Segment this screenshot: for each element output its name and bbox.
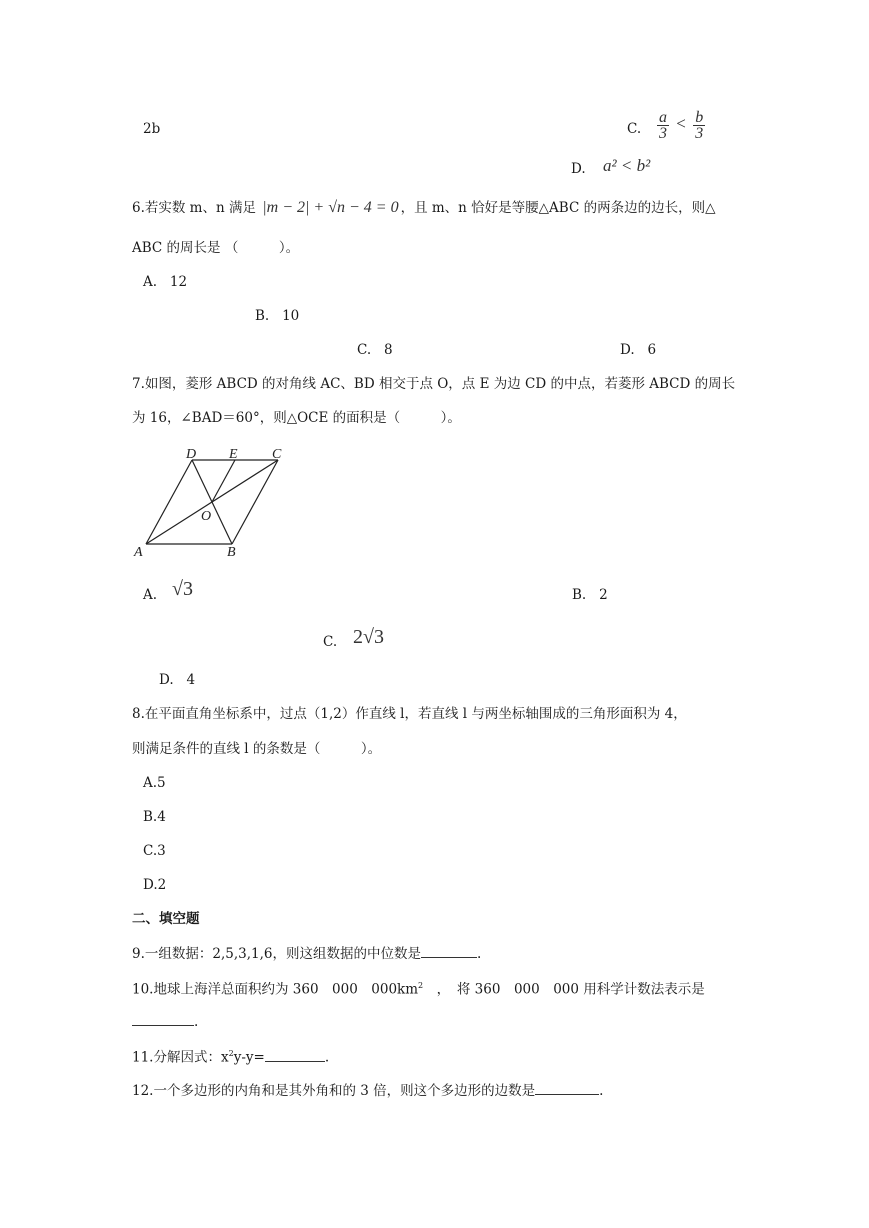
option-label: D. xyxy=(159,672,174,688)
side-da xyxy=(146,460,192,544)
label-e: E xyxy=(229,447,238,462)
q7-option-c-label: C. xyxy=(323,634,338,650)
q7-line1: 7.如图，菱形 ABCD 的对角线 AC、BD 相交于点 O，点 E 为边 CD 的中点，若菱形 ABCD 的周长 xyxy=(132,376,736,392)
q11-answer-blank[interactable] xyxy=(265,1047,325,1062)
q9-text: 9.一组数据：2,5,3,1,6，则这组数据的中位数是 xyxy=(132,946,421,962)
option-label: D. xyxy=(620,342,635,358)
less-than-sign: < xyxy=(676,114,686,133)
q11-suffix: y-y= xyxy=(233,1049,265,1066)
section-title-fill-in: 二、填空题 xyxy=(132,911,200,927)
frac-b-denominator: 3 xyxy=(695,125,704,142)
q5-option-d-expression: a² < b² xyxy=(603,156,651,175)
q5-option-c-label: C. xyxy=(627,121,642,137)
q6-option-c xyxy=(357,341,393,359)
label-c: C xyxy=(272,447,282,462)
q12-line xyxy=(132,1080,603,1100)
q5-option-d-label: D. xyxy=(571,161,586,177)
option-value: 8 xyxy=(384,342,393,358)
label-b: B xyxy=(227,545,236,560)
q6-formula: |m − 2| + √n − 4 = 0 xyxy=(262,199,399,216)
q10-superscript: 2 xyxy=(418,981,424,990)
q6-option-a xyxy=(143,273,187,291)
label-o: O xyxy=(201,509,212,524)
q10-prefix: 10.地球上海洋总面积约为 360 000 000km xyxy=(132,981,419,998)
q12-text: 12.一个多边形的内角和是其外角和的 3 倍，则这个多边形的边数是 xyxy=(132,1083,536,1099)
side-bc xyxy=(232,460,278,544)
q6-option-b xyxy=(255,307,299,325)
q6-suffix: ，且 m、n 恰好是等腰△ABC 的两条边的边长，则△ xyxy=(400,200,716,216)
rhombus-figure xyxy=(130,442,290,562)
q10-end: . xyxy=(194,1014,199,1030)
q5-option-b-tail: 2b xyxy=(143,121,161,137)
q8-option-d: D.2 xyxy=(143,877,167,893)
option-value: 10 xyxy=(282,308,300,324)
q6-line2: ABC 的周长是 （ ）。 xyxy=(132,240,300,256)
frac-b-numerator: b xyxy=(695,109,704,126)
q11-line xyxy=(132,1045,329,1067)
q8-line2: 则满足条件的直线 l 的条数是（ ）。 xyxy=(132,741,382,757)
q5-option-c-expression xyxy=(657,110,705,141)
q9-line xyxy=(132,943,481,963)
q8-option-a: A.5 xyxy=(143,775,166,791)
q7-option-b xyxy=(572,586,608,604)
option-label: B. xyxy=(255,308,270,324)
option-label: C. xyxy=(357,342,372,358)
option-value: 2 xyxy=(599,587,608,603)
q6-line1 xyxy=(132,199,715,217)
option-label: A. xyxy=(143,274,158,290)
q11-end: . xyxy=(324,1049,330,1066)
q7-option-a-value: √3 xyxy=(172,578,193,600)
q11-prefix: 11.分解因式：x xyxy=(132,1049,229,1066)
option-value: 12 xyxy=(169,274,188,290)
q12-end: . xyxy=(599,1083,604,1099)
q10-line2 xyxy=(132,1011,198,1031)
q11-superscript: 2 xyxy=(228,1049,234,1058)
q10-answer-blank[interactable] xyxy=(132,1011,194,1026)
option-value: 6 xyxy=(647,342,657,358)
q8-option-b: B.4 xyxy=(143,809,166,825)
q8-option-c: C.3 xyxy=(143,843,166,859)
option-label: B. xyxy=(572,587,587,603)
q7-option-d xyxy=(159,671,195,689)
q9-end: . xyxy=(477,946,482,962)
frac-a-numerator: a xyxy=(659,109,667,126)
q7-option-c-value: 2√3 xyxy=(353,626,384,648)
segment-oe xyxy=(212,460,235,502)
label-d: D xyxy=(186,447,197,462)
q10-suffix: ， 将 360 000 000 用科学计数法表示是 xyxy=(423,981,705,998)
q9-answer-blank[interactable] xyxy=(421,943,477,958)
q7-option-a-label: A. xyxy=(143,587,158,603)
q7-line2: 为 16，∠BAD＝60°，则△OCE 的面积是（ ）。 xyxy=(132,410,461,426)
q12-answer-blank[interactable] xyxy=(535,1080,599,1095)
label-a: A xyxy=(134,545,143,560)
option-value: 4 xyxy=(186,672,196,688)
q6-prefix: 6.若实数 m、n 满足 xyxy=(132,200,256,216)
q8-line1: 8.在平面直角坐标系中，过点（1,2）作直线 l，若直线 l 与两坐标轴围成的三角形面积为 4， xyxy=(132,706,687,722)
frac-a-denominator: 3 xyxy=(659,125,667,142)
q6-option-d xyxy=(620,341,656,359)
q10-line1 xyxy=(132,977,705,999)
